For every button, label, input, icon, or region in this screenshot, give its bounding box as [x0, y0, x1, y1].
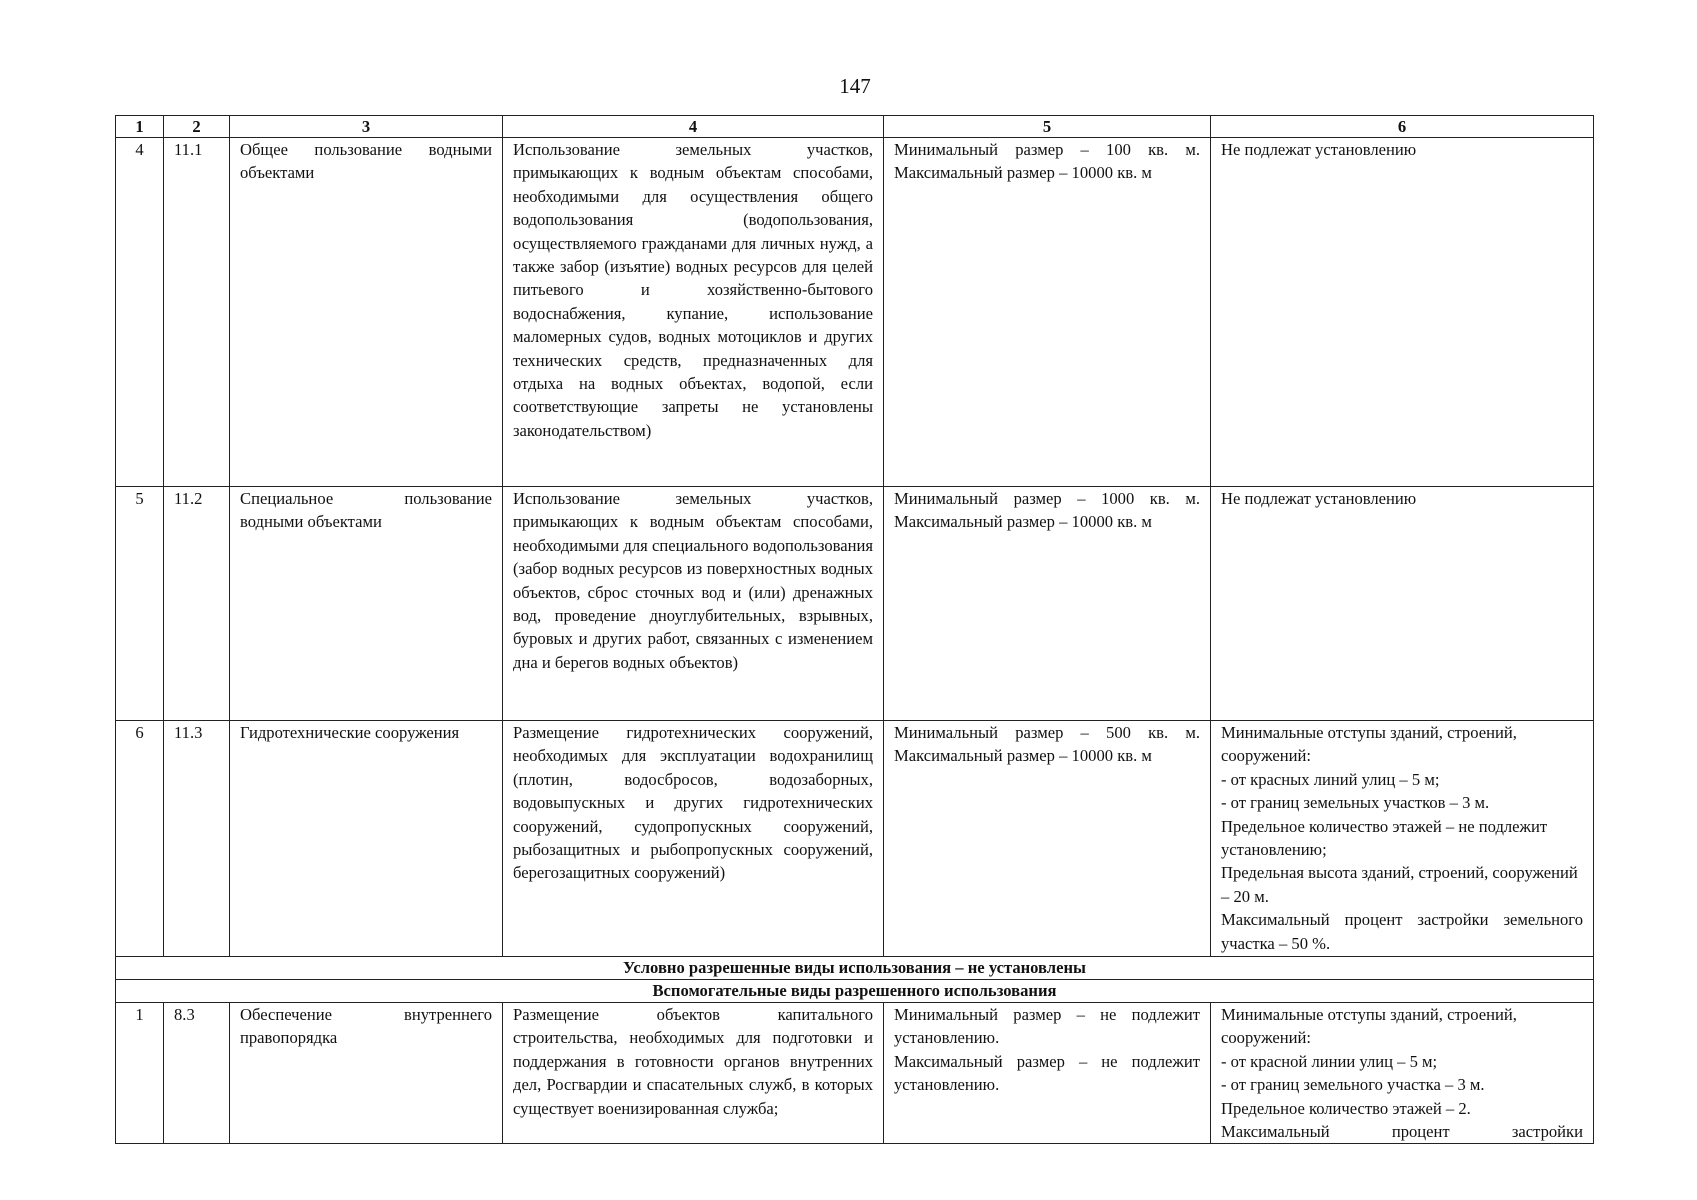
- param-line: Минимальные отступы зданий, строений, сооружений:: [1221, 723, 1517, 766]
- table-header-row: [116, 116, 1594, 138]
- param-line: Максимальный процент застройки: [1221, 1122, 1583, 1142]
- size-line: Максимальный размер – не подлежит установлению.: [894, 1051, 1200, 1095]
- param-line: Предельная высота зданий, строений, сооружений – 20 м.: [1221, 863, 1578, 906]
- section-conditional-row: [116, 957, 1594, 980]
- header-cell: 4: [503, 116, 884, 138]
- use-name: Общее пользование водными объектами: [230, 138, 503, 487]
- plot-size: Минимальный размер – 100 кв. м. Максимальный размер – 10000 кв. м: [884, 138, 1211, 487]
- use-name: Специальное пользование водными объектами: [230, 487, 503, 721]
- row-code: 11.3: [164, 721, 230, 957]
- header-cell: 1: [116, 116, 164, 138]
- section-heading: Вспомогательные виды разрешенного использования: [116, 980, 1594, 1003]
- section-auxiliary-row: [116, 980, 1594, 1003]
- row-number: 5: [116, 487, 164, 721]
- use-name: Обеспечение внутреннего правопорядка: [230, 1003, 503, 1144]
- table-row: [116, 138, 1594, 487]
- plot-size: Минимальный размер – 1000 кв. м. Максимальный размер – 10000 кв. м: [884, 487, 1211, 721]
- param-line: Не подлежат установлению: [1221, 489, 1417, 508]
- row-number: 6: [116, 721, 164, 957]
- use-name: Гидротехнические сооружения: [230, 721, 503, 957]
- use-description: Размещение гидротехнических сооружений, необходимых для эксплуатации водохранилищ (плотин, водосбросов, водозаборных, водовыпускных и других гидротехнических сооружений, судопропускных сооружений, рыбозащитных и рыбопропускных сооружений, берегозащитных сооружений): [503, 721, 884, 957]
- header-cell: 5: [884, 116, 1211, 138]
- table-row: [116, 1003, 1594, 1144]
- size-line: Минимальный размер – не подлежит установлению.: [894, 1005, 1200, 1048]
- param-line: - от красных линий улиц – 5 м;: [1221, 769, 1440, 789]
- param-line: - от границ земельного участка – 3 м.: [1221, 1075, 1485, 1095]
- construction-params: [1211, 1003, 1594, 1144]
- construction-params: [1211, 721, 1594, 957]
- param-line: - от красной линии улиц – 5 м;: [1221, 1051, 1438, 1071]
- param-line: Максимальный процент застройки земельного участка – 50 %.: [1221, 910, 1583, 953]
- plot-size: Минимальный размер – 500 кв. м. Максимальный размер – 10000 кв. м: [884, 721, 1211, 957]
- use-description: Использование земельных участков, примыкающих к водным объектам способами, необходимыми для специального водопользования (забор водных ресурсов из поверхностных водных объектов, сброс сточных вод и (или) дренажных вод, проведение дноуглубительных, взрывных, буровых и других работ, связанных с изменением дна и берегов водных объектов): [503, 487, 884, 721]
- row-code: 8.3: [164, 1003, 230, 1144]
- param-line: Предельное количество этажей – 2.: [1221, 1098, 1471, 1118]
- param-line: Минимальные отступы зданий, строений, сооружений:: [1221, 1005, 1517, 1048]
- row-code: 11.1: [164, 138, 230, 487]
- header-cell: 6: [1211, 116, 1594, 138]
- plot-size: [884, 1003, 1211, 1144]
- construction-params: [1211, 487, 1594, 721]
- row-number: 4: [116, 138, 164, 487]
- header-cell: 3: [230, 116, 503, 138]
- param-line: Предельное количество этажей – не подлежит установлению;: [1221, 816, 1548, 860]
- param-line: Не подлежат установлению: [1221, 140, 1417, 159]
- use-description: Размещение объектов капитального строительства, необходимых для подготовки и поддержания в готовности органов внутренних дел, Росгвардии и спасательных служб, в которых существует военизированная служба;: [503, 1003, 884, 1144]
- row-code: 11.2: [164, 487, 230, 721]
- construction-params: [1211, 138, 1594, 487]
- table-row: [116, 721, 1594, 957]
- param-line: - от границ земельных участков – 3 м.: [1221, 793, 1490, 813]
- use-description: Использование земельных участков, примыкающих к водным объектам способами, необходимыми для осуществления общего водопользования (водопользования, осуществляемого гражданами для личных нужд, а также забор (изъятие) водных ресурсов для целей питьевого и хозяйственно-бытового водоснабжения, купание, использование маломерных судов, водных мотоциклов и других технических средств, предназначенных для отдыха на водных объектах, водопой, если соответствующие запреты не установлены законодательством): [503, 138, 884, 487]
- page-number: 147: [839, 74, 871, 98]
- header-cell: 2: [164, 116, 230, 138]
- table-row: [116, 487, 1594, 721]
- land-use-table: [115, 115, 1594, 1144]
- row-number: 1: [116, 1003, 164, 1144]
- section-heading: Условно разрешенные виды использования – не установлены: [116, 957, 1594, 980]
